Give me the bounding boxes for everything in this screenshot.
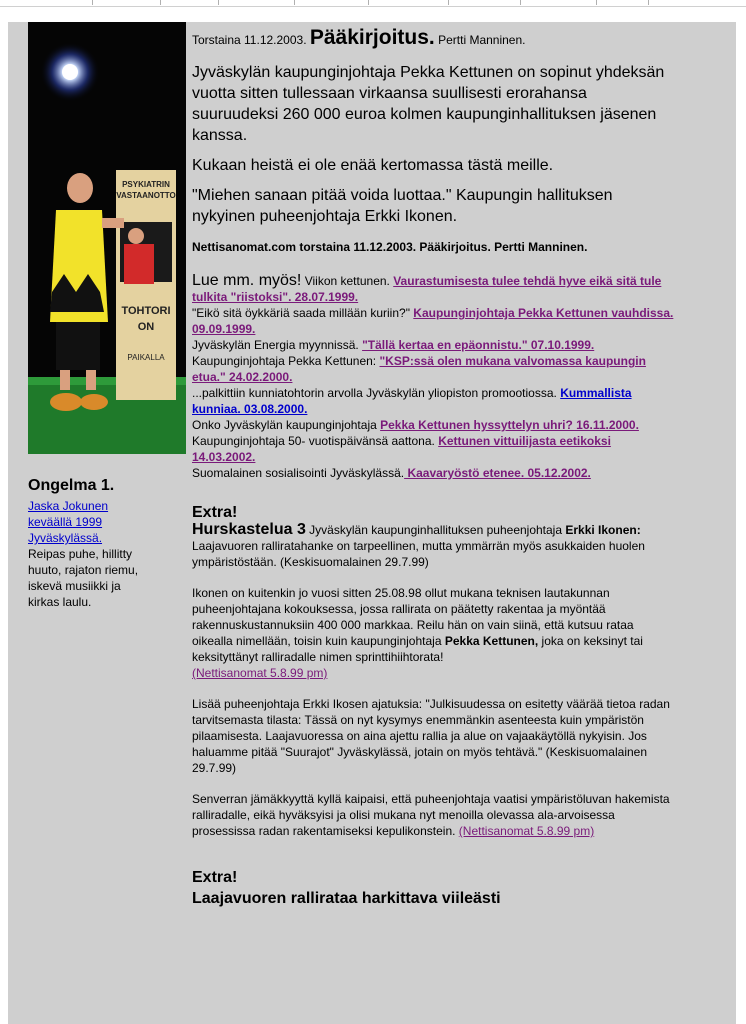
stage-photo (28, 22, 186, 454)
hurskastelua-title: Hurskastelua 3 (192, 521, 306, 538)
editorial-paragraph-1: Jyväskylän kaupunginjohtaja Pekka Kettunen on sopinut yhdeksän vuotta sitten tullessaan virkaansa suullisesti erorahansa suuruudeksi 260 000 euroa kolmen kaupunginhallituksen jäsenen kanssa. (192, 64, 665, 144)
related-link-3[interactable]: "Tällä kertaa en epäonnistu." 07.10.1999. (362, 338, 595, 352)
performer-link-line-1: Jaska Jokunen (28, 499, 109, 513)
related-text-8: Suomalainen sosialisointi Jyväskylässä. (192, 466, 405, 480)
main-column (192, 22, 676, 909)
related-link-1[interactable]: Vaurastumisesta tulee tehdä hyve eikä sitä tule tulkita "riistoksi". 28.07.1999. (192, 274, 662, 304)
related-link-4[interactable]: "KSP:ssä olen mukana valvomassa kaupungin etua." 24.02.2000. (192, 354, 646, 384)
top-nav-strip (0, 0, 746, 7)
body-paragraph-1-name: Pekka Kettunen, (444, 634, 539, 648)
left-column (28, 476, 178, 610)
body-paragraph-3-text: Senverran jämäkkyyttä kyllä kaipaisi, että puheenjohtaja vaatisi ympäristöluvan hakemista ralliradalle, eikä hyväksyisi ja olisi mukana nyt menoilla olevassa ala-arvoisessa prosessissa radan rakentamiseksi kepulikonstein. (192, 792, 670, 838)
extra-label: Extra! (192, 504, 238, 521)
editorial-paragraph-3: "Miehen sanaan pitää voida luottaa." Kaupungin hallituksen nykyinen puheenjohtaja Erkki Ikonen. (192, 187, 613, 225)
performer-link[interactable] (28, 499, 108, 545)
hurskastelua-text-a: Jyväskylän kaupunginhallituksen puheenjohtaja (305, 523, 566, 537)
related-text-3: Jyväskylän Energia myynnissä. (192, 338, 363, 352)
byline-date: Torstaina 11.12.2003. (192, 33, 307, 47)
related-text-1: Viikon kettunen. (304, 274, 394, 288)
extra2-label: Extra! (192, 869, 238, 886)
editorial-paragraph-2: Kukaan heistä ei ole enää kertomassa tästä meille. (192, 157, 554, 174)
byline-author: Pertti Manninen. (438, 33, 526, 47)
related-heading: Lue mm. myös! (192, 272, 302, 289)
byline (192, 26, 676, 49)
booth-sign-front-2: ON (137, 321, 155, 333)
editorial-title: Pääkirjoitus. (309, 26, 435, 49)
editorial-signature: Nettisanomat.com torstaina 11.12.2003. Pääkirjoitus. Pertti Manninen. (192, 240, 588, 254)
content-panel (8, 22, 736, 1024)
booth-sign-front-1: TOHTORI (121, 305, 171, 317)
body-paragraph-1 (192, 585, 676, 681)
caption-line-3: iskevä musiikki ja (28, 579, 121, 593)
related-link-7[interactable]: Kettunen vittuilijasta eetikoksi 14.03.2002. (192, 434, 611, 464)
body-paragraph-3 (192, 791, 676, 839)
related-text-5: ...palkittiin kunniatohtorin arvolla Jyväskylän yliopiston promootiossa. (192, 386, 561, 400)
body-paragraph-1-end: joka on keksinyt tai keksityttänyt ralliradalle nimen sprinttihiihtorata! (192, 634, 643, 664)
body-paragraph-2: Lisää puheenjohtaja Erkki Ikosen ajatuksia: "Julkisuudessa on esitetty väärää tietoa radan tarvitsemasta tilasta: Tässä on nyt kysymys enemmänkin asenteesta kuin ympäristön pilaamisesta. Laajavuoressa on aina ajettu rallia ja alue on vajaakäytöllä nykyisin. Jos haluamme pitää "Suurajot" Jyväskylässä, jotain on myös tehtävä." (Keskisuomalainen 29.7.99) (192, 697, 670, 775)
source-link-2[interactable]: (Nettisanomat 5.8.99 pm) (458, 824, 595, 838)
related-links (192, 273, 676, 481)
booth-sign-top-2: VASTAANOTTO (116, 191, 176, 200)
caption-line-2: huuto, rajaton riemu, (28, 563, 139, 577)
related-text-6: Onko Jyväskylän kaupunginjohtaja (192, 418, 381, 432)
source-link-1[interactable]: (Nettisanomat 5.8.99 pm) (192, 666, 328, 680)
stage-photo-illustration (28, 22, 186, 454)
hurskastelua-text-b: Laajavuoren ralliratahanke on tarpeellinen, mutta ymmärrän myös asukkaiden huolen ympäristöstään. (Keskisuomalainen 29.7.99) (192, 539, 645, 569)
related-link-6[interactable]: Pekka Kettunen hyssyttelyn uhri? 16.11.2000. (380, 418, 639, 432)
booth-sign-top-1: PSYKIATRIN (122, 180, 170, 189)
hurskastelua-intro (192, 522, 676, 570)
related-text-7: Kaupunginjohtaja 50- vuotispäivänsä aattona. (192, 434, 439, 448)
caption-line-4: kirkas laulu. (28, 595, 92, 609)
extra2-title: Laajavuoren rallirataa harkittava viileästi (192, 890, 501, 907)
hurskastelua-name: Erkki Ikonen: (565, 523, 641, 537)
related-link-2[interactable]: Kaupunginjohtaja Pekka Kettunen vauhdissa. 09.09.1999. (192, 306, 674, 336)
related-link-8[interactable]: Kaavaryöstö etenee. 05.12.2002. (404, 466, 591, 480)
extra2-block (192, 867, 676, 909)
problem-heading: Ongelma 1. (28, 477, 115, 494)
related-text-4: Kaupunginjohtaja Pekka Kettunen: (192, 354, 380, 368)
caption-line-1: Reipas puhe, hillitty (28, 547, 133, 561)
performer-link-line-2: keväällä 1999 (28, 515, 103, 529)
performer-link-line-3: Jyväskylässä. (28, 531, 103, 545)
booth-sign-small: PAIKALLA (127, 353, 165, 362)
body-paragraph-1-text: Ikonen on kuitenkin jo vuosi sitten 25.08.98 ollut mukana teknisen lautakunnan puheenjohtajana kokouksessa, jossa rallirata on päätetty rakentaa ja myöntää rakennuskustannuksiin 400 000 markkaa. Reilu hän on vain siinä, että kutsuu rataa oikealla nimellään, toisin kuin kaupunginjohtaja (192, 586, 634, 648)
related-text-2: "Eikö sitä öykkäriä saada millään kuriin?" (192, 306, 414, 320)
related-link-5[interactable]: Kummallista kunniaa. 03.08.2000. (192, 386, 632, 416)
